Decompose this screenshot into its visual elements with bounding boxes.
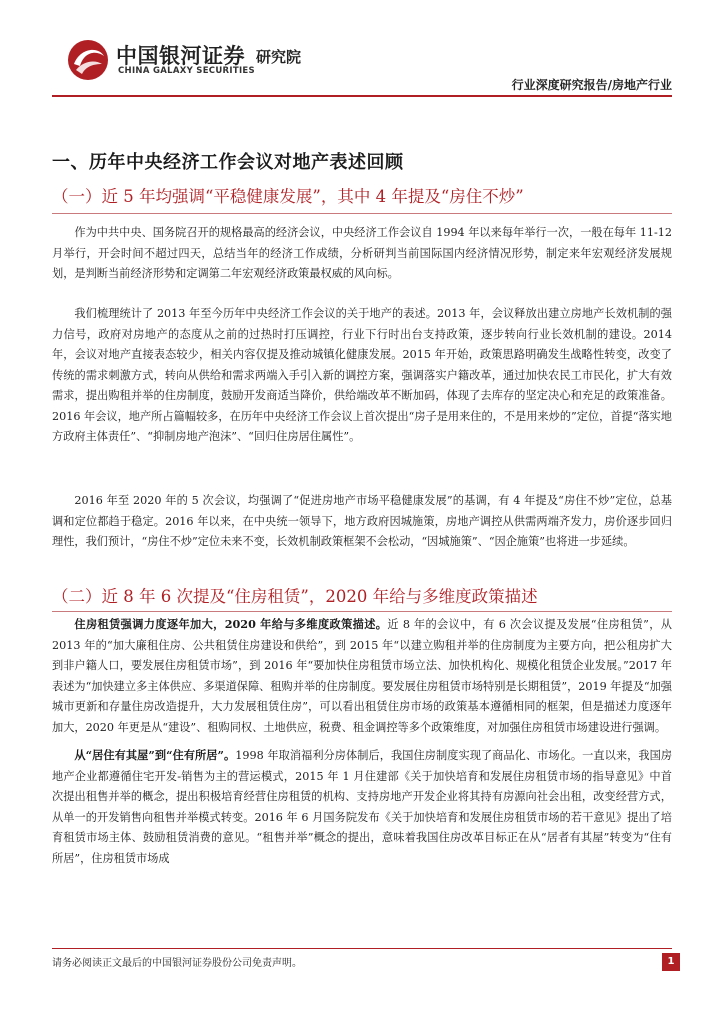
paragraph-5-body: 1998 年取消福利分房体制后，我国住房制度实现了商品化、市场化。一直以来，我国房地产企业都遵循住宅开发-销售为主的营运模式，2015 年 1 月住建部《关于加快培育和发展住房租赁市场的指导意见》中首次提出租售并举的概念，提出积极培育经营住房租赁的机构、支持房地产开发企业将其持有房源向社会出租，改变经营方式，从单一的开发销售向租售并举模式转变。2016 年 6 月国务院发布《关于加快培育和发展住房租赁市场的若干意见》提出了培育租赁市场主体、鼓励租赁消费的意见。“租售并举”概念的提出，意味着我国住房改革目标正在从“居者有其屋”转变为“住有所居”，住房租赁市场成 <box>52 749 673 865</box>
paragraph-4-body: 近 8 年的会议中，有 6 次会议提及发展“住房租赁”，从 2013 年的“加大廉租住房、公共租赁住房建设和供给”，到 2015 年“以建立购租并举的住房制度为主要方向，把公租房扩大到非户籍人口，要发展住房租赁市场”，到 2016 年“要加快住房租赁市场立法、加快机构化、规模化租赁企业发展。”2017 年表述为“加快建立多主体供应、多渠道保障、租购并举的住房制度。要发展住房租赁市场特别是长期租赁”，2019 年提及“加强城市更新和存量住房改造提升，大力发展租赁住房”，可以看出租赁住房市场的政策基本遵循相同的框架，但是描述力度逐年加大，2020 年更是从“建设”、租购同权、土地供应，税费、租金调控等多个政策维度，对加强住房租赁市场建设进行强调。 <box>52 618 672 734</box>
page-number: 1 <box>662 953 680 971</box>
paragraph-3: 2016 年至 2020 年的 5 次会议，均强调了“促进房地产市场平稳健康发展”的基调，有 4 年提及“房住不炒”定位，总基调和定位都趋于稳定。2016 年以来，在中央统一领导下，地方政府因城施策，房地产调控从供需两端齐发力，房价逐步回归理性，我们预计，“房住不炒”定位未来不变，长效机制政策框架不会松动，“因城施策”、“因企施策”也将进一步延续。 <box>52 494 672 548</box>
galaxy-swirl-logo-icon <box>66 38 110 82</box>
paragraph-1: 作为中共中央、国务院召开的规格最高的经济会议，中央经济工作会议自 1994 年以来每年举行一次，一般在每年 11-12 月举行，开会时间不超过四天，总结当年的经济工作成绩，分析研判当前国际国内经济情况形势，制定来年宏观经济发展规划，是判断当前经济形势和定调第二年宏观经济政策最权威的风向标。 <box>52 226 672 280</box>
subsection-divider-2 <box>52 611 672 612</box>
report-type-label: 行业深度研究报告/房地产行业 <box>511 78 672 92</box>
subsection-title-2: （二）近 8 年 6 次提及“住房租赁”，2020 年给与多维度政策描述 <box>52 587 538 606</box>
header-divider <box>52 95 672 97</box>
footer-disclaimer: 请务必阅读正文最后的中国银河证券股份公司免责声明。 <box>52 958 302 969</box>
subsection-title-1: （一）近 5 年均强调“平稳健康发展”，其中 4 年提及“房住不炒” <box>52 187 524 206</box>
brand-subtitle: 研究院 <box>256 48 302 66</box>
section-title: 一、历年中央经济工作会议对地产表述回顾 <box>52 152 404 173</box>
paragraph-5 <box>52 745 672 869</box>
footer-divider <box>52 948 672 949</box>
page-header <box>0 0 724 100</box>
brand-name-en: CHINA GALAXY SECURITIES <box>118 66 255 76</box>
paragraph-5-lead: 从“居住有其屋”到“住有所居”。 <box>74 748 236 762</box>
paragraph-4 <box>52 614 672 738</box>
paragraph-4-lead: 住房租赁强调力度逐年加大，2020 年给与多维度政策描述。 <box>74 617 388 631</box>
brand-name-cn: 中国银河证券 <box>116 44 245 68</box>
subsection-divider-1 <box>52 213 672 214</box>
paragraph-2: 我们梳理统计了 2013 年至今历年中央经济工作会议的关于地产的表述。2013 年，会议释放出建立房地产长效机制的强力信号，政府对房地产的态度从之前的过热时打压调控，行业下行时出台支持政策，逐步转向行业长效机制的建设。2014 年，会议对地产直接表态较少，相关内容仅提及推动城镇化健康发展。2015 年开始，政策思路明确发生战略性转变，改变了传统的需求刺激方式，转向从供给和需求两端入手引入新的调控方案，强调落实户籍改革，通过加快农民工市民化，扩大有效需求，提出购租并举的住房制度，鼓励开发商适当降价，供给端改革不断加码，体现了去库存的坚定决心和充足的政策准备。2016 年会议，地产所占篇幅较多，在历年中央经济工作会议上首次提出“房子是用来住的，不是用来炒的”定位，首提“落实地方政府主体责任”、“抑制房地产泡沫”、“回归住房居住属性”。 <box>52 307 672 443</box>
